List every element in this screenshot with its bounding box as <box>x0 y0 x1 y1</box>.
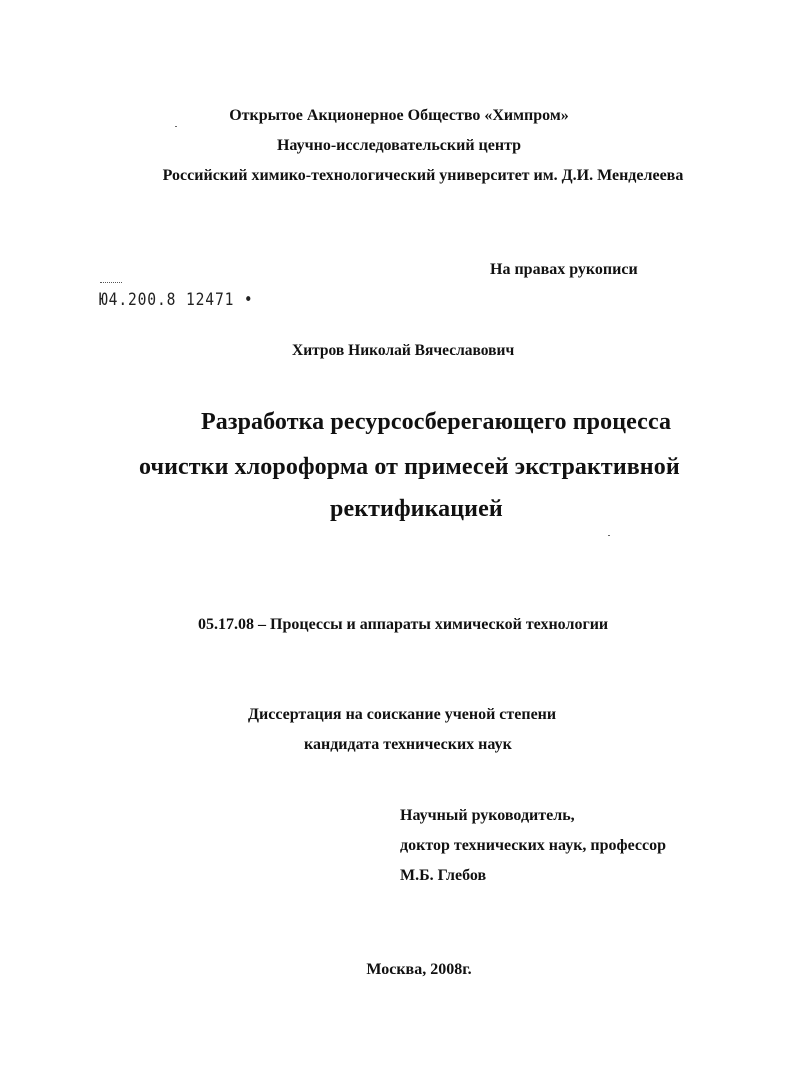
supervisor-degree: доктор технических наук, профессор <box>400 837 667 854</box>
title-line-3: ректификацией <box>330 496 503 522</box>
scan-speck <box>608 535 610 536</box>
dissertation-line-2: кандидата технических наук <box>304 736 512 753</box>
university-line: Российский химико-технологический университет им. Д.И. Менделеева <box>162 167 684 184</box>
dissertation-line-1: Диссертация на соискание ученой степени <box>248 706 557 723</box>
title-line-2: очистки хлороформа от примесей экстрактивной <box>139 454 680 480</box>
supervisor-role: Научный руководитель, <box>400 807 575 824</box>
rights-note: На правах рукописи <box>490 261 638 278</box>
title-line-1: Разработка ресурсосберегающего процесса <box>201 409 672 435</box>
specialty-code: 05.17.08 – Процессы и аппараты химической технологии <box>198 616 609 633</box>
scan-speck <box>175 126 177 127</box>
research-center-line: Научно-исследовательский центр <box>276 137 522 154</box>
author-name: Хитров Николай Вячеславович <box>292 342 515 359</box>
organization-line: Открытое Акционерное Общество «Химпром» <box>229 107 569 124</box>
supervisor-name: М.Б. Глебов <box>400 867 487 884</box>
stamp-mark <box>100 282 122 284</box>
place-and-year: Москва, 2008г. <box>366 961 472 978</box>
archive-stamp-number: Ю4.200.8 12471 • <box>99 290 254 310</box>
